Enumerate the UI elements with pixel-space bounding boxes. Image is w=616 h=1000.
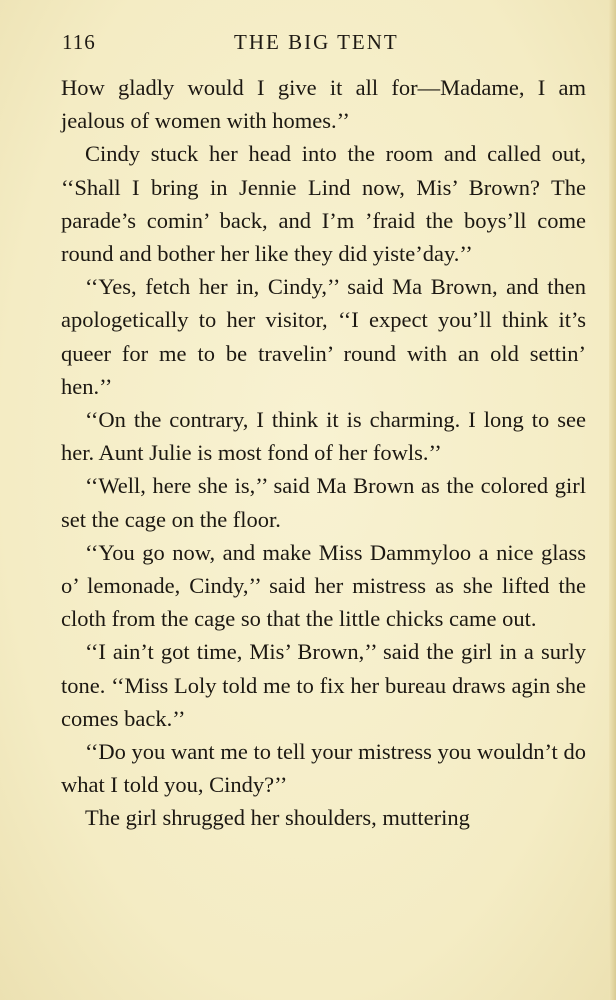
page-header (62, 30, 586, 60)
page-edge (609, 0, 616, 1000)
page-number: 116 (62, 30, 96, 54)
paragraph: ‘‘Yes, fetch her in, Cindy,’’ said Ma Brown, and then apologetically to her visitor, ‘‘I expect you’ll think it’s queer for me to be travelin’ round with an old settin’ hen.’’ (61, 274, 586, 399)
paragraph: ‘‘On the contrary, I think it is charming. I long to see her. Aunt Julie is most fond of her fowls.’’ (61, 407, 586, 466)
paragraph: ‘‘Well, here she is,’’ said Ma Brown as the colored girl set the cage on the floor. (61, 473, 586, 532)
paragraph: Cindy stuck her head into the room and called out, ‘‘Shall I bring in Jennie Lind now, Mis’ Brown? The parade’s comin’ back, and I’m ’fraid the boys’ll come round and bother her like they did yiste’day.’’ (61, 141, 586, 267)
running-title: THE BIG TENT (234, 30, 399, 54)
body-text (61, 71, 586, 835)
paragraph: ‘‘You go now, and make Miss Dammyloo a nice glass o’ lemonade, Cindy,’’ said her mistress as she lifted the cloth from the cage so that the little chicks came out. (61, 539, 586, 632)
paragraph: ‘‘Do you want me to tell your mistress you wouldn’t do what I told you, Cindy?’’ (61, 739, 586, 798)
paragraph: The girl shrugged her shoulders, muttering (85, 805, 470, 831)
paragraph: ‘‘I ain’t got time, Mis’ Brown,’’ said the girl in a surly tone. ‘‘Miss Loly told me to fix her bureau draws agin she comes back.’’ (61, 639, 586, 731)
paragraph-continuation: How gladly would I give it all for—Madame, I am jealous of women with homes.’’ (61, 75, 586, 134)
